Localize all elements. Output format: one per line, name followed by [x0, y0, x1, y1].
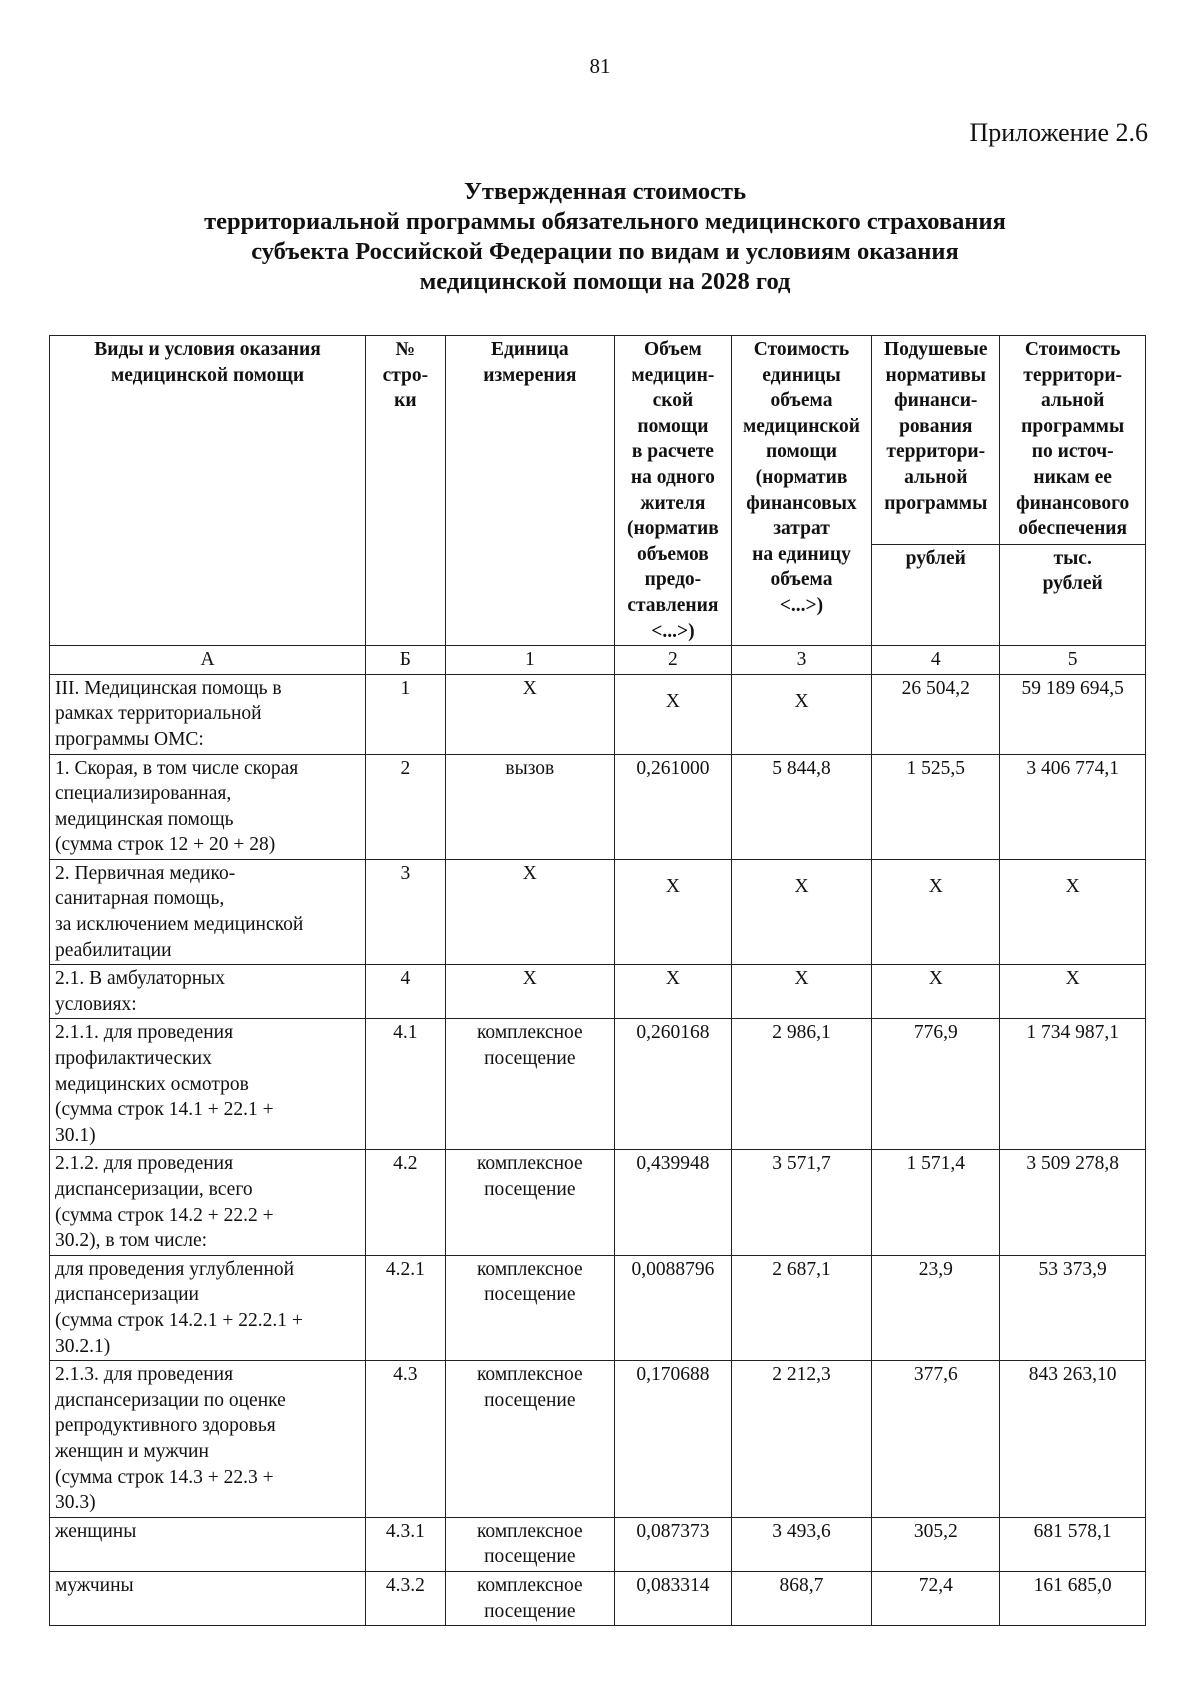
row-name-cell [50, 965, 366, 1019]
page-number: 81 [589, 54, 611, 78]
total-cost-cell: 3 509 278,8 [1000, 1150, 1146, 1255]
cell-line: диспансеризации [55, 1284, 199, 1306]
row-number-cell: 4.3 [366, 1361, 446, 1518]
cell-line: посещение [484, 1389, 576, 1411]
unit-cell [445, 674, 614, 754]
unit-cost-cell: 3 571,7 [731, 1150, 871, 1255]
volume-cell: X [615, 674, 732, 754]
cell-line: медицинской [742, 415, 861, 437]
cell-line: (норматив [755, 466, 848, 488]
total-cost-cell: 59 189 694,5 [1000, 674, 1146, 754]
unit-cost-cell: X [731, 965, 871, 1019]
cell-line: (сумма строк 14.1 + 22.1 + [55, 1099, 274, 1121]
cell-line: Единица [491, 339, 569, 360]
row-name-cell [50, 754, 366, 859]
table-row [50, 1517, 1146, 1571]
header-col-1 [445, 336, 614, 646]
row-number-cell: 4.1 [366, 1019, 446, 1150]
volume-cell: 0,170688 [615, 1361, 732, 1518]
cell-line: 2.1.1. для проведения [55, 1022, 234, 1044]
table-row [50, 1361, 1146, 1518]
cell-line: 2.1. В амбулаторных [55, 968, 226, 990]
table-row [50, 1150, 1146, 1255]
volume-cell: 0,0088796 [615, 1255, 732, 1360]
header-col-b [366, 336, 446, 646]
cell-line: посещение [484, 1048, 576, 1070]
cost-table [49, 335, 1146, 1626]
row-number-cell: 4 [366, 965, 446, 1019]
cell-line: за исключением медицинской [55, 914, 304, 936]
row-number-cell: 4.2 [366, 1150, 446, 1255]
header-col-a [50, 336, 366, 646]
row-name-cell [50, 1571, 366, 1625]
unit-cell [445, 754, 614, 859]
cell-line: X [522, 862, 537, 884]
index-cell: Б [366, 646, 446, 675]
cell-line: рамках территориальной [55, 703, 262, 725]
row-name-cell [50, 674, 366, 754]
cell-line: программы [1021, 415, 1125, 437]
per-capita-cell: 1 571,4 [872, 1150, 1000, 1255]
total-cost-cell: X [1000, 859, 1146, 964]
per-capita-cell: X [872, 859, 1000, 964]
cell-line: медицинской помощи [111, 364, 305, 386]
unit-cell [445, 1255, 614, 1360]
total-cost-cell: 3 406 774,1 [1000, 754, 1146, 859]
header-col-5 [1000, 336, 1146, 545]
header-col-3 [731, 336, 871, 646]
cell-line: единицы [762, 364, 841, 386]
per-capita-cell: 1 525,5 [872, 754, 1000, 859]
table-row [50, 1019, 1146, 1150]
cell-line: <...>) [779, 594, 824, 616]
cell-line: Стоимость [753, 339, 850, 360]
cell-line: объема [770, 390, 833, 412]
cell-line: жителя [640, 492, 706, 514]
table-row [50, 674, 1146, 754]
row-number-cell: 4.2.1 [366, 1255, 446, 1360]
row-number-cell: 1 [366, 674, 446, 754]
title-line: Утвержденная стоимость [463, 178, 747, 205]
cell-line: альной [1040, 390, 1105, 412]
total-cost-cell: X [1000, 965, 1146, 1019]
unit-cell [445, 1019, 614, 1150]
cell-line: для проведения углубленной [55, 1258, 295, 1280]
row-name-cell [50, 1150, 366, 1255]
cell-line: на одного [630, 466, 715, 488]
volume-cell: X [615, 859, 732, 964]
cell-line: (норматив [627, 518, 719, 540]
table-row [50, 965, 1146, 1019]
cell-line: помощи [637, 415, 709, 437]
header-unit-4: рублей [872, 544, 1000, 645]
cell-line: финансовых [746, 492, 857, 514]
index-row [50, 646, 1146, 675]
cell-line: Стоимость [1024, 339, 1121, 360]
cell-line: комплексное [476, 1153, 583, 1175]
cell-line: комплексное [476, 1364, 583, 1386]
cell-line: Объем [644, 339, 702, 360]
cell-line: профилактических [55, 1048, 212, 1070]
cell-line: объема [770, 569, 833, 591]
cell-line: X [522, 968, 537, 990]
index-cell: 4 [872, 646, 1000, 675]
per-capita-cell: 776,9 [872, 1019, 1000, 1150]
cell-line: мужчины [55, 1574, 134, 1596]
unit-cost-cell: X [731, 674, 871, 754]
cell-line: 2. Первичная медико- [55, 862, 236, 884]
cell-line: обеспечения [1018, 518, 1128, 540]
appendix-label: Приложение 2.6 [969, 118, 1148, 147]
row-name-cell [50, 1517, 366, 1571]
cell-line: финанси- [894, 390, 978, 412]
unit-cell [445, 1571, 614, 1625]
index-cell: 2 [615, 646, 732, 675]
cell-line: территори- [886, 441, 986, 463]
volume-cell: 0,439948 [615, 1150, 732, 1255]
cell-line: (сумма строк 14.2 + 22.2 + [55, 1204, 274, 1226]
cell-line: посещение [484, 1546, 576, 1568]
total-cost-cell: 53 373,9 [1000, 1255, 1146, 1360]
cell-line: объемов [636, 543, 709, 565]
row-name-cell [50, 1019, 366, 1150]
row-number-cell: 3 [366, 859, 446, 964]
cell-line: финансового [1016, 492, 1130, 514]
table-row [50, 859, 1146, 964]
cell-line: измерения [483, 364, 577, 386]
header-row [50, 336, 1146, 545]
cell-line: 30.1) [55, 1124, 96, 1146]
header-col-4 [872, 336, 1000, 545]
document-title [0, 177, 1200, 297]
cell-line: № [395, 339, 416, 360]
unit-cell [445, 1361, 614, 1518]
cell-line: (сумма строк 14.2.1 + 22.2.1 + [55, 1309, 303, 1331]
total-cost-cell: 681 578,1 [1000, 1517, 1146, 1571]
row-number-cell: 4.3.2 [366, 1571, 446, 1625]
cell-line: 30.3) [55, 1492, 96, 1514]
title-line: медицинской помощи на 2028 год [419, 268, 791, 295]
cell-line: медицинских осмотров [55, 1073, 249, 1095]
unit-cell [445, 1517, 614, 1571]
index-cell: 5 [1000, 646, 1146, 675]
per-capita-cell: 305,2 [872, 1517, 1000, 1571]
table-row [50, 1255, 1146, 1360]
cell-line: женщин и мужчин [55, 1440, 209, 1462]
header-col-2 [615, 336, 732, 646]
unit-cell [445, 965, 614, 1019]
volume-cell: 0,087373 [615, 1517, 732, 1571]
cell-line: ставления [627, 594, 719, 616]
cell-line: по источ- [1031, 441, 1114, 463]
total-cost-cell: 1 734 987,1 [1000, 1019, 1146, 1150]
cell-line: репродуктивного здоровья [55, 1415, 276, 1437]
cell-line: программы [884, 492, 988, 514]
unit-cost-cell: X [731, 859, 871, 964]
cell-line: комплексное [476, 1520, 583, 1542]
cell-line: тыс. [1053, 547, 1092, 569]
unit-cost-cell: 868,7 [731, 1571, 871, 1625]
table-row [50, 754, 1146, 859]
cell-line: <...>) [651, 620, 695, 642]
index-cell: А [50, 646, 366, 675]
cell-line: ки [394, 390, 417, 412]
cell-line: территори- [1023, 364, 1123, 386]
cell-line: ской [652, 390, 694, 412]
cell-line: III. Медицинская помощь в [55, 677, 282, 699]
unit-cell [445, 859, 614, 964]
cell-line: 2.1.2. для проведения [55, 1153, 234, 1175]
cell-line: стро- [382, 364, 429, 386]
per-capita-cell: 23,9 [872, 1255, 1000, 1360]
cell-line: реабилитации [55, 939, 172, 961]
row-number-cell: 4.3.1 [366, 1517, 446, 1571]
row-name-cell [50, 1255, 366, 1360]
volume-cell: 0,261000 [615, 754, 732, 859]
per-capita-cell: 26 504,2 [872, 674, 1000, 754]
cell-line: предо- [644, 569, 702, 591]
cell-line: диспансеризации по оценке [55, 1389, 286, 1411]
cell-line: комплексное [476, 1022, 583, 1044]
cell-line: X [522, 677, 537, 699]
cell-line: комплексное [476, 1258, 583, 1280]
volume-cell: X [615, 965, 732, 1019]
cell-line: затрат [773, 518, 830, 540]
cell-line: Подушевые [884, 339, 988, 360]
cell-line: помощи [765, 441, 838, 463]
cell-line: санитарная помощь, [55, 888, 225, 910]
cell-line: (сумма строк 14.3 + 22.3 + [55, 1466, 274, 1488]
unit-cell [445, 1150, 614, 1255]
per-capita-cell: 72,4 [872, 1571, 1000, 1625]
cell-line: никам ее [1033, 466, 1112, 488]
cell-line: на единицу [752, 543, 851, 565]
cell-line: нормативы [885, 364, 987, 386]
total-cost-cell: 161 685,0 [1000, 1571, 1146, 1625]
row-name-cell [50, 859, 366, 964]
per-capita-cell: 377,6 [872, 1361, 1000, 1518]
cell-line: альной [904, 466, 968, 488]
per-capita-cell: X [872, 965, 1000, 1019]
cell-line: 30.2.1) [55, 1335, 111, 1357]
cell-line: посещение [484, 1179, 576, 1200]
cell-line: 1. Скорая, в том числе скорая [55, 757, 299, 779]
row-name-cell [50, 1361, 366, 1518]
cell-line: программы ОМС: [55, 728, 204, 750]
unit-cost-cell: 2 687,1 [731, 1255, 871, 1360]
cell-line: 2.1.3. для проведения [55, 1364, 234, 1386]
cell-line: медицин- [631, 364, 715, 386]
header-unit-5 [1000, 544, 1146, 645]
unit-cost-cell: 2 212,3 [731, 1361, 871, 1518]
cell-line: женщины [55, 1520, 137, 1542]
total-cost-cell: 843 263,10 [1000, 1361, 1146, 1518]
volume-cell: 0,083314 [615, 1571, 732, 1625]
cell-line: 30.2), в том числе: [55, 1230, 208, 1252]
unit-cost-cell: 2 986,1 [731, 1019, 871, 1150]
cell-line: посещение [484, 1284, 576, 1306]
row-number-cell: 2 [366, 754, 446, 859]
cell-line: рублей [1042, 573, 1103, 595]
cell-line: диспансеризации, всего [55, 1179, 253, 1200]
cell-line: вызов [505, 757, 555, 779]
index-cell: 3 [731, 646, 871, 675]
cell-line: посещение [484, 1600, 576, 1622]
cell-line: условиях: [55, 993, 137, 1015]
cell-line: комплексное [476, 1574, 583, 1596]
cell-line: медицинская помощь [55, 808, 234, 830]
cell-line: рования [899, 415, 973, 437]
index-cell: 1 [445, 646, 614, 675]
table-row [50, 1571, 1146, 1625]
cell-line: Виды и условия оказания [94, 339, 321, 360]
cell-line: (сумма строк 12 + 20 + 28) [55, 834, 276, 856]
volume-cell: 0,260168 [615, 1019, 732, 1150]
cell-line: в расчете [631, 441, 714, 463]
unit-cost-cell: 5 844,8 [731, 754, 871, 859]
unit-cost-cell: 3 493,6 [731, 1517, 871, 1571]
cell-line: специализированная, [55, 783, 232, 805]
title-line: субъекта Российской Федерации по видам и условиям оказания [251, 238, 959, 265]
title-line: территориальной программы обязательного медицинского страхования [204, 208, 1006, 235]
